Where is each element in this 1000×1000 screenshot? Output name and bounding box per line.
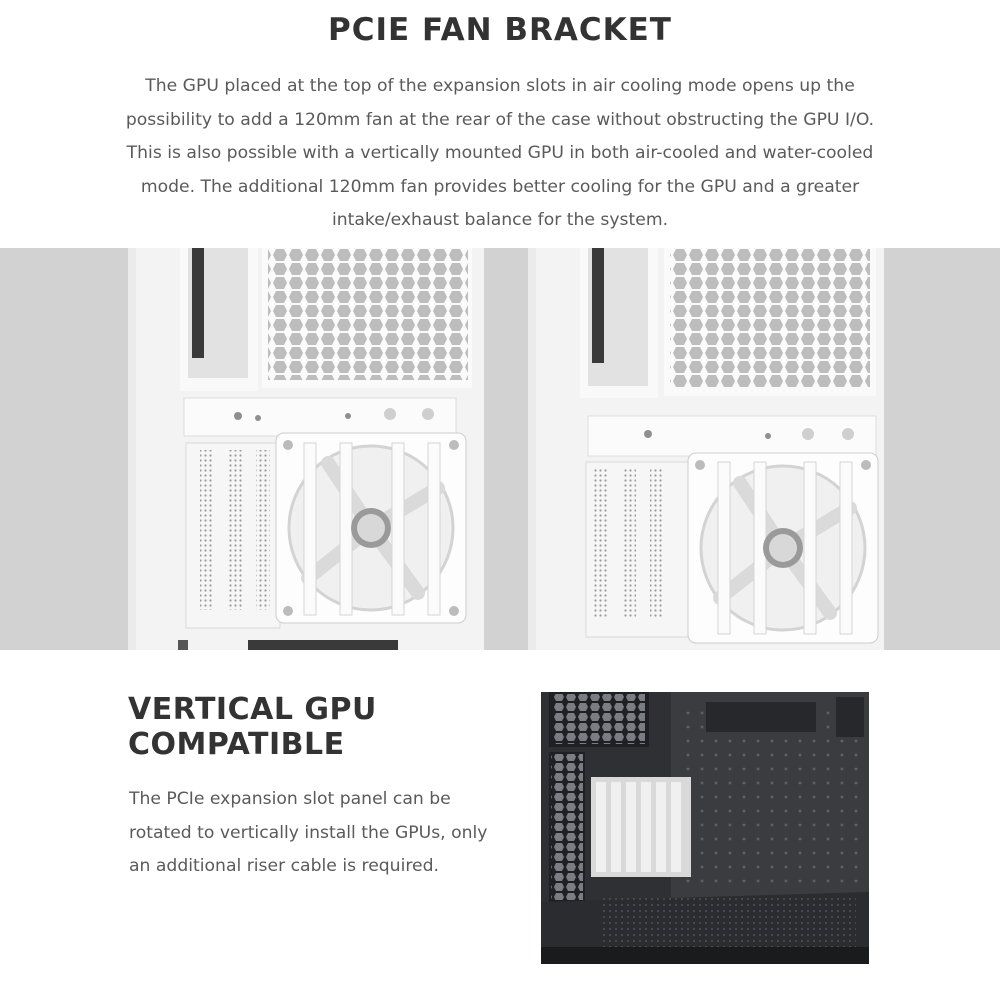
pcie-fan-bracket-title: PCIE FAN BRACKET — [328, 12, 672, 48]
vertical-gpu-title-line-1: VERTICAL GPU — [128, 692, 377, 727]
vertical-gpu-title-line-2: COMPATIBLE — [128, 727, 345, 762]
white-case-vertical-bracket-photo — [528, 248, 884, 650]
pcie-fan-bracket-description: The GPU placed at the top of the expansion slots in air cooling mode opens up the possibility to add a 120mm fan at the rear of the case without obstructing the GPU I/O. This is also possible with a vertically mounted GPU in both air-cooled and water-cooled mode. The additional 120mm fan provides better cooling for the GPU and a greater intake/exhaust balance for the system. — [125, 76, 875, 230]
black-case-vertical-gpu-photo — [541, 692, 869, 964]
vertical-gpu-description: The PCIe expansion slot panel can be rotated to vertically install the GPUs, only an additional riser cable is required. — [129, 789, 488, 876]
vertical-gpu-compatible-title — [128, 692, 528, 762]
product-photo-band — [0, 248, 1000, 650]
white-case-fan-bracket-photo — [128, 248, 484, 650]
